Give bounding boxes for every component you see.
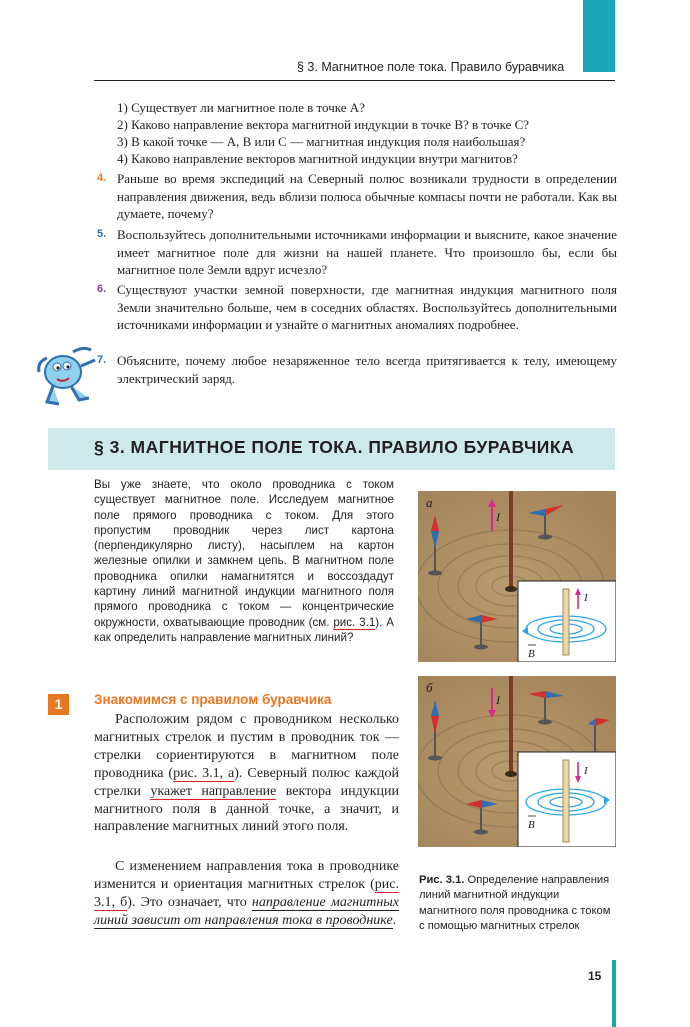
figure-3-1-a <box>418 491 616 662</box>
figure-caption <box>419 873 619 934</box>
page-number: 15 <box>588 969 602 983</box>
question-6 <box>97 281 617 334</box>
current-label: I <box>496 510 500 524</box>
question-number: 5. <box>97 228 107 240</box>
question-text: Воспользуйтесь дополнительными источниками информации и выясните, какое значение имеет магнитное поле для жизни на нашей планете. Что произошло бы, если бы магнитное поле Земли вдруг исчезло? <box>117 227 617 278</box>
subsection-title: Знакомимся с правилом буравчика <box>94 692 332 707</box>
subquestion-2: 2) Каково направление вектора магнитной индукции в точке B? в точке C? <box>117 117 530 132</box>
figure-reference-link[interactable]: рис. 3.1 <box>333 615 376 629</box>
subquestion-3: 3) В какой точке — A, B или C — магнитная индукция поля наибольшая? <box>117 134 526 149</box>
running-head: § 3. Магнитное поле тока. Правило буравчика <box>297 60 565 74</box>
field-label: B <box>528 819 535 831</box>
current-label: I <box>496 693 500 707</box>
chapter-tab <box>583 0 615 72</box>
current-label: I <box>584 592 588 604</box>
question-text: Раньше во время экспедиций на Северный полюс возникали трудности в определении направления движения, ведь вблизи полюса обычные компасы почти не работали. Как вы думаете, почему? <box>117 171 617 222</box>
figure-label-a: а <box>426 495 433 510</box>
question-number: 4. <box>97 172 107 184</box>
caption-text: Определение направления линий магнитной индукции магнитного поля проводника с током с помощью магнитных стрелок <box>419 874 611 932</box>
question-text: Объясните, почему любое незаряженное тело всегда притягивается к телу, имеющему электрический заряд. <box>117 353 617 386</box>
question-4 <box>97 170 617 223</box>
subsection-number: 1 <box>48 694 69 715</box>
section-title: § 3. МАГНИТНОЕ ПОЛЕ ТОКА. ПРАВИЛО БУРАВЧИКА <box>94 437 575 457</box>
question-text: Существуют участки земной поверхности, где магнитная индукция магнитного поля Земли значительно больше, чем в соседних областях. Воспользуйтесь дополнительными источниками информации и узнайте о магнитных аномалиях подробнее. <box>117 282 617 333</box>
question-5 <box>97 226 617 279</box>
intro-paragraph: Вы уже знаете, что около проводника с током существует магнитное поле. Исследуем магнитное поле прямого проводника с током. Для этого пропустим проводник через лист картона (перпендикулярно листу), насыплем на картон железные опилки и замкнем цепь. В магнитном поле проводника опилки намагнитятся и воссоздадут картину линий магнитной индукции магнитного поля прямого проводника с током — концентрические окружности, охватывающие проводник (см. рис. 3.1). А как определить направление магнитных линий? <box>94 478 394 644</box>
question-number: 7. <box>97 354 107 366</box>
field-label: B <box>528 648 535 660</box>
question-7 <box>97 352 617 387</box>
page-edge-bar <box>612 960 616 1027</box>
paragraph-2: С изменением направления тока в проводнике изменится и ориентация магнитных стрелок (рис. 3.1, б). Это означает, что направление магнитных линий зависит от направления тока в проводнике. <box>94 859 399 928</box>
figure-reference-link[interactable]: рис. 3.1, б <box>94 876 399 910</box>
figure-label-b: б <box>426 680 433 695</box>
figure-reference-link[interactable]: рис. 3.1, а <box>173 765 235 781</box>
subquestion-4: 4) Каково направление векторов магнитной индукции внутри магнитов? <box>117 151 518 166</box>
current-label: I <box>584 765 588 777</box>
figure-3-1-b <box>418 676 616 847</box>
subquestion-1: 1) Существует ли магнитное поле в точке A? <box>117 100 365 115</box>
magnet-mascot-icon <box>33 342 97 408</box>
question-number: 6. <box>97 283 107 295</box>
caption-label: Рис. 3.1. <box>419 874 465 886</box>
header-rule <box>94 80 615 81</box>
paragraph-1: Расположим рядом с проводником несколько магнитных стрелок и пустим в проводник ток — стрелки сориентируются в магнитном поле проводника (рис. 3.1, а). Северный полюс каждой стрелки укажет направление вектора индукции магнитного поля в данной точке, а значит, и направление магнитных линий этого поля. <box>94 712 399 835</box>
